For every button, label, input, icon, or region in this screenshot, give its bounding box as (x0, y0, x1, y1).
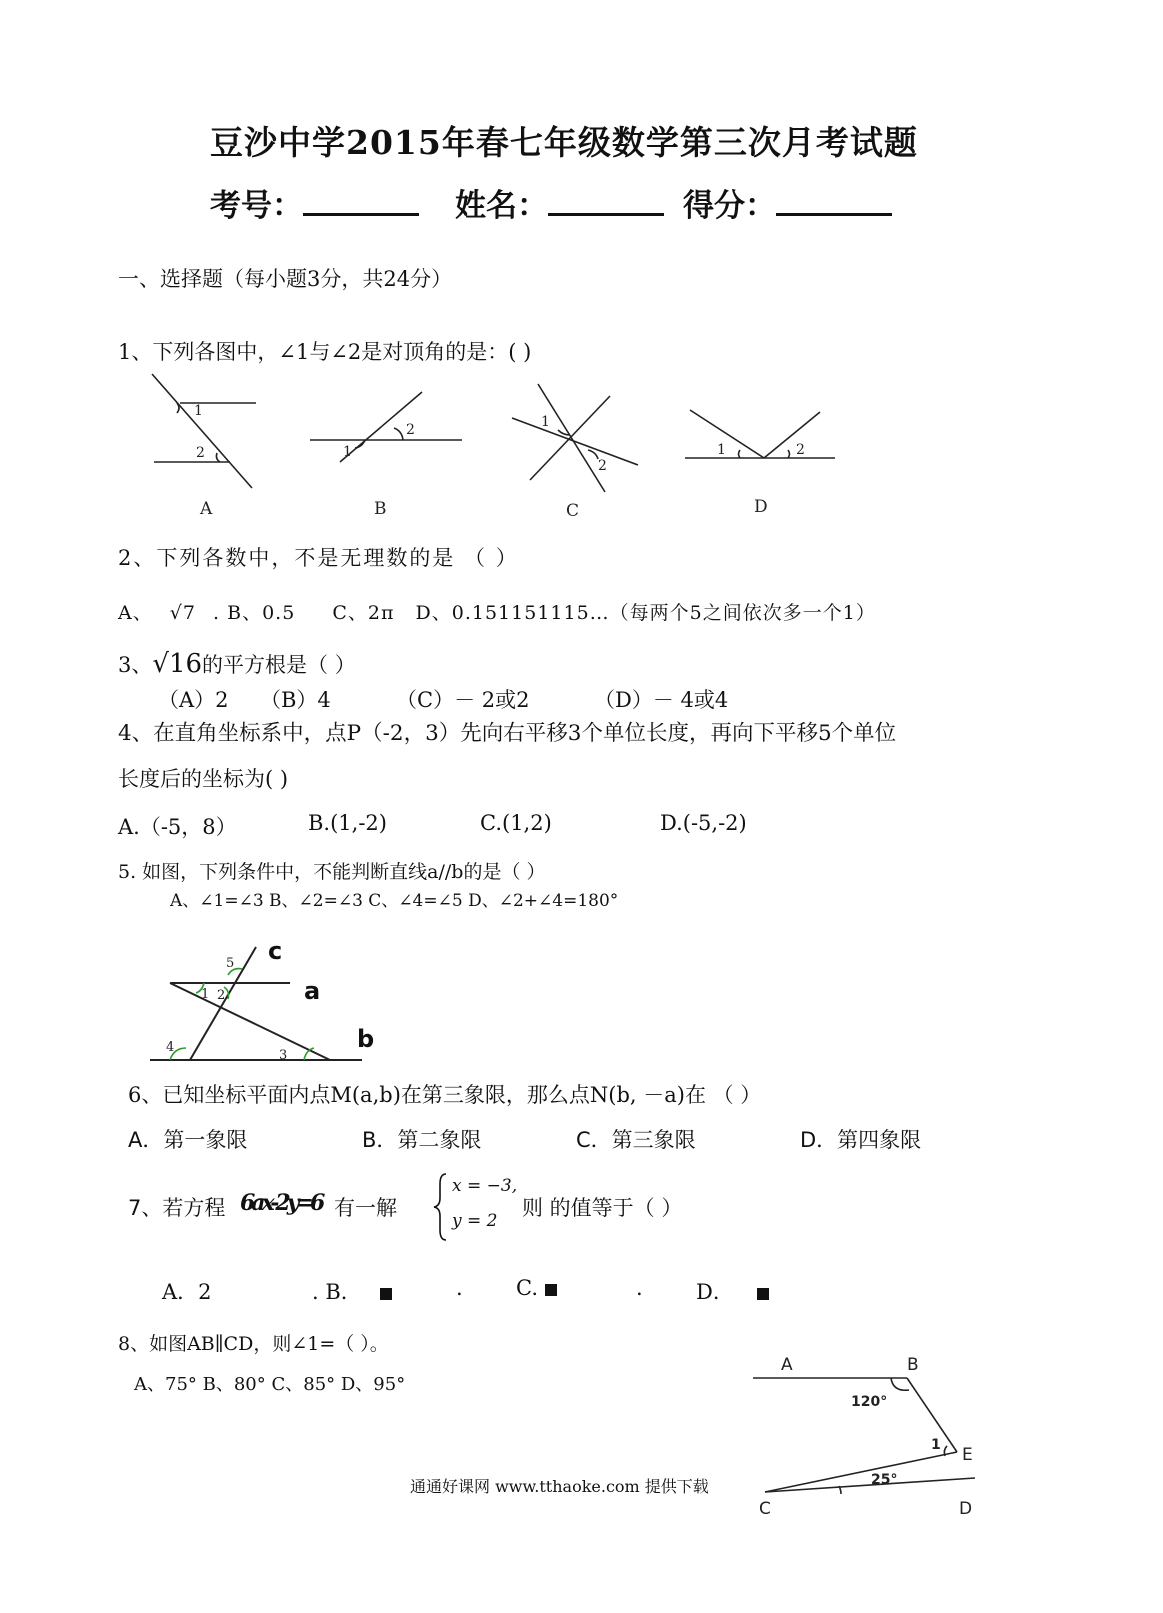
question-1-stem: 1、下列各图中，∠1与∠2是对顶角的是：( ) (118, 340, 532, 364)
section-heading: 一、选择题（每小题3分，共24分） (118, 267, 453, 291)
q8-point-a: A (781, 1355, 793, 1375)
q6-option-d: D．第四象限 (800, 1128, 922, 1152)
q7-option-c (516, 1276, 557, 1300)
q2-option-c: C、2π (332, 602, 395, 624)
q7-option-d-glyph (757, 1288, 769, 1300)
q8-angle-25: 25° (871, 1472, 898, 1488)
question-4-stem-line2: 长度后的坐标为( ) (118, 767, 289, 791)
exam-number-field (210, 180, 419, 225)
name-field (455, 180, 664, 225)
name-blank (548, 187, 664, 216)
question-3-stem (118, 649, 356, 679)
q3-option-a: （A）2 (158, 688, 229, 712)
q8-angle-120: 120° (851, 1394, 888, 1410)
q7-option-c-glyph (545, 1284, 557, 1296)
question-5-figure (140, 935, 400, 1070)
q7-system-brace (432, 1172, 450, 1242)
exam-number-label: 考号： (210, 188, 303, 224)
q3-sqrt-16: √16 (152, 649, 203, 679)
question-2-options (118, 598, 876, 625)
q6-option-c: C．第三象限 (576, 1128, 696, 1152)
q5-angle-5: 5 (226, 956, 235, 971)
q7-option-d (696, 1276, 769, 1306)
q3-number: 3、 (118, 653, 153, 677)
question-4-stem-line1: 4、在直角坐标系中，点P（-2，3）先向右平移3个单位长度，再向下平移5个单位 (118, 721, 897, 746)
question-2-stem: 2、下列各数中，不是无理数的是 （ ） (118, 546, 519, 570)
fig-label-b: B (374, 499, 387, 519)
q6-option-b: B．第二象限 (362, 1128, 482, 1152)
q5-line-c-label: c (268, 937, 283, 965)
q8-angle-1: 1 (931, 1437, 941, 1453)
question-1-figures (140, 370, 860, 530)
question-5-stem: 5. 如图，下列条件中，不能判断直线a//b的是（ ） (118, 861, 546, 883)
fig-c-angle-2: 2 (598, 458, 607, 474)
fig-d-angle-1: 1 (717, 442, 726, 458)
q7-option-b-label: . B． (312, 1280, 362, 1304)
q5-line-b-label: b (357, 1025, 375, 1053)
q2-option-d: D、0.151151115…（每两个5之间依次多一个1） (415, 602, 876, 624)
question-8-figure (745, 1350, 995, 1522)
q7-option-b (312, 1276, 392, 1306)
q7-option-c-label: C. (516, 1276, 538, 1300)
fig-label-d: D (754, 497, 768, 517)
q5-angle-4: 4 (166, 1040, 175, 1055)
q3-option-c: （C）－ 2或2 (396, 688, 530, 712)
fig-label-a: A (200, 499, 213, 519)
q7-stem-suffix: 则 的值等于（ ） (522, 1196, 683, 1220)
q4-option-d: D.(-5,-2) (660, 811, 747, 835)
q6-option-a: A．第一象限 (128, 1128, 248, 1152)
q5-line-a-label: a (304, 977, 321, 1005)
name-label: 姓名： (455, 188, 548, 224)
question-8-stem: 8、如图AB∥CD，则∠1=（ ）。 (118, 1333, 389, 1355)
q3-stem-text: 的平方根是（ ） (202, 653, 356, 677)
score-label: 得分： (683, 188, 776, 224)
q7-option-b-glyph (380, 1288, 392, 1300)
fig-a-angle-2: 2 (196, 445, 205, 461)
q8-point-d: D (959, 1499, 973, 1519)
q3-option-d: （D）－ 4或4 (594, 688, 729, 712)
q7-system-y: y = 2 (452, 1211, 498, 1231)
q7-dot-1: . (456, 1276, 463, 1300)
q2-option-b: . B、0.5 (213, 602, 296, 624)
question-6-stem: 6、已知坐标平面内点M(a,b)在第三象限，那么点N(b, －a)在 （ ） (128, 1083, 762, 1107)
q4-option-b: B.(1,-2) (308, 811, 387, 835)
q4-option-c: C.(1,2) (480, 811, 552, 835)
question-8-options: A、75° B、80° C、85° D、95° (134, 1374, 406, 1395)
q4-option-a: A.（-5，8） (118, 815, 237, 839)
page-title: 豆沙中学2015年春七年级数学第三次月考试题 (210, 123, 918, 162)
q7-option-a: A．2 (162, 1280, 212, 1304)
q7-has-one-solution: 有一解 (334, 1196, 397, 1220)
q3-option-b: （B）4 (260, 688, 331, 712)
fig-a-angle-1: 1 (194, 403, 203, 419)
fig-b-angle-2: 2 (406, 422, 415, 438)
q2-option-a-label: A、 (118, 602, 153, 624)
q7-system-x: x = −3, (452, 1176, 518, 1196)
score-blank (776, 187, 892, 216)
q7-dot-2: . (636, 1276, 643, 1300)
q7-option-d-label: D． (696, 1280, 734, 1304)
score-field (683, 180, 892, 225)
fig-b-angle-1: 1 (343, 444, 352, 460)
question-7-prefix: 7、若方程 (128, 1196, 226, 1220)
exam-number-blank (303, 187, 419, 216)
q5-angle-2: 2 (217, 988, 226, 1003)
q7-garbled-equation: 6ax-2y=6 (240, 1190, 322, 1216)
question-5-options: A、∠1=∠3 B、∠2=∠3 C、∠4=∠5 D、∠2+∠4=180° (170, 891, 619, 911)
fig-label-c: C (566, 501, 580, 521)
q8-point-c: C (759, 1499, 771, 1519)
q5-angle-1: 1 (201, 987, 210, 1002)
fig-c-angle-1: 1 (541, 414, 550, 430)
footer-source: 通通好课网 www.tthaoke.com 提供下载 (410, 1477, 709, 1496)
q8-point-e: E (962, 1445, 973, 1465)
fig-d-angle-2: 2 (796, 442, 805, 458)
q5-angle-3: 3 (279, 1048, 288, 1063)
q2-option-a-value: √7 (169, 602, 196, 624)
q8-point-b: B (907, 1355, 919, 1375)
